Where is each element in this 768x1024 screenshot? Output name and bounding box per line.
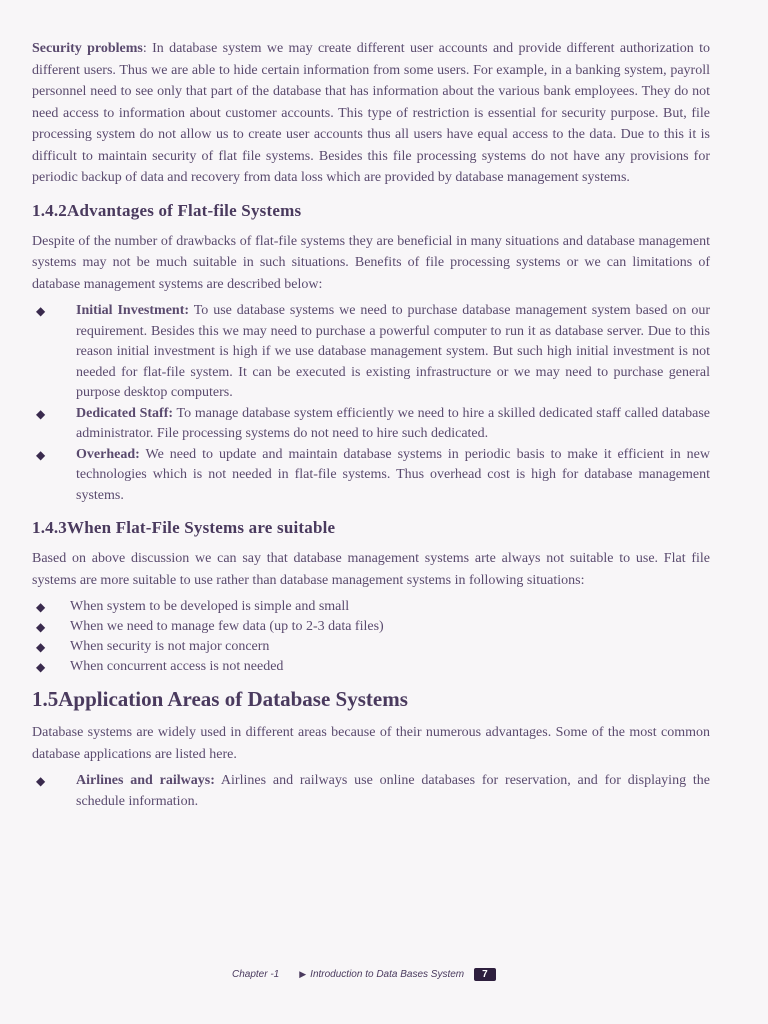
bullet-icon: ◆ [36,620,46,634]
item-text: When concurrent access is not needed [70,659,284,674]
section-heading-1-5: 1.5Application Areas of Database Systems [32,687,408,711]
intro-paragraph [32,38,710,189]
page-number: 7 [474,968,496,981]
item-text: When we need to manage few data (up to 2-3 data files) [70,619,384,634]
bullet-icon: ◆ [36,304,46,318]
bullet-icon: ◆ [36,447,46,462]
intro-text: : In database system we may create different user accounts and provide different authorization to different users. Thus we are able to hide certain information from some users. For example, in a banking system, payroll personnel need to see only that part of the database that has information about the various bank employees. They do not need access to information about customer accounts. This type of restriction is essential for security purpose. But, file processing system do not allow us to create user accounts thus all users have equal access to the data. Due to this it is difficult to maintain security of flat file systems. Besides this file processing systems do not have any provisions for periodic backup of data and recovery from data loss which are provided by database management systems. [32,41,710,185]
list-item [32,445,710,507]
arrow-right-icon: ▶ [299,969,307,979]
item-text: To manage database system efficiently we need to hire a skilled dedicated staff called database administrator. File processing systems do not need to hire such dedicated. [76,405,711,441]
list-item [32,404,710,445]
bullet-icon: ◆ [36,600,46,614]
item-lead: Overhead: [76,446,140,462]
footer-title: Introduction to Data Bases System [310,969,465,980]
list-item [32,597,710,617]
list-item [32,637,710,657]
footer-title-wrap [299,968,495,981]
item-text: To use database systems we need to purchase database management system based on our requirement. Besides this we may need to purchase a powerful computer to run it as database server. Due to this reason initial investment is high if we use database management system. But such high initial investment is not needed for flat-file system. It can be executed is existing infrastructure or we may need to purchase general purpose desktop computers. [76,303,710,400]
suitable-situations-list [32,597,710,677]
item-lead: Airlines and railways: [76,773,215,788]
item-text: Airlines and railways use online databases for reservation, and for displaying the schedule information. [76,773,710,809]
application-areas-list [32,771,710,812]
list-item [32,657,710,677]
item-text: We need to update and maintain database systems in periodic basis to make it efficient in new technologies which is not needed in flat-file systems. Thus overhead cost is high for database management systems. [76,446,710,503]
item-text: When system to be developed is simple and small [70,599,350,614]
list-item [32,771,710,812]
bullet-icon: ◆ [36,406,46,421]
bullet-icon: ◆ [36,660,46,674]
section-heading-1-4-2: 1.4.2Advantages of Flat-file Systems [32,200,302,220]
item-lead: Dedicated Staff: [76,405,174,421]
item-text: When security is not major concern [70,639,270,654]
section-heading-1-4-3: 1.4.3When Flat-File Systems are suitable [32,518,336,537]
section-1-4-3-paragraph: Based on above discussion we can say that database management systems arte always not suitable to use. Flat file systems are more suitable to use rather than database management systems in following situations: [32,551,710,588]
advantages-list [32,301,710,506]
list-item [32,301,710,404]
bullet-icon: ◆ [36,774,46,788]
page-footer [232,968,496,981]
list-item [32,617,710,637]
footer-chapter: Chapter -1 [232,969,280,980]
section-1-5-paragraph: Database systems are widely used in different areas because of their numerous advantages. Some of the most common database applications are listed here. [32,725,710,762]
intro-lead: Security problems [32,41,143,56]
bullet-icon: ◆ [36,640,46,654]
section-1-4-2-paragraph: Despite of the number of drawbacks of flat-file systems they are beneficial in many situations and database management systems may not be much suitable in such situations. Benefits of file processing systems or we can limitations of database management systems are described below: [32,233,710,292]
item-lead: Initial Investment: [76,303,190,318]
